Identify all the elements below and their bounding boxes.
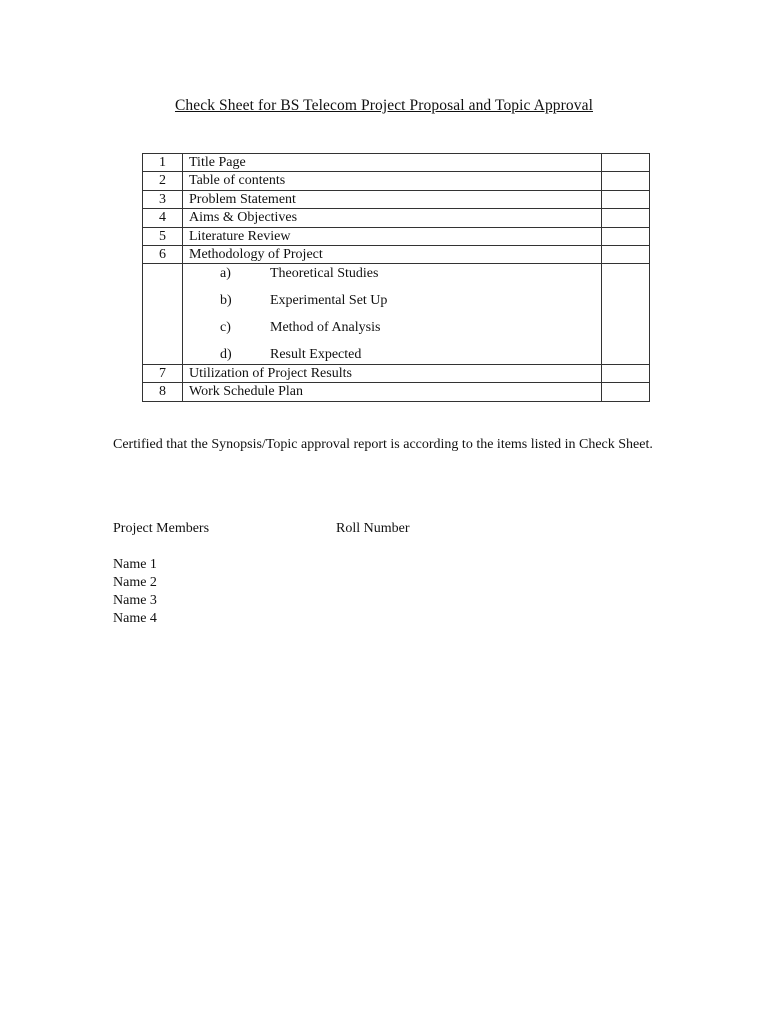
- list-item: Name 1: [113, 557, 157, 572]
- list-item: [189, 292, 601, 319]
- member-names-list: [113, 556, 157, 628]
- item-label: Utilization of Project Results: [183, 364, 602, 382]
- item-number: 3: [143, 190, 183, 208]
- item-number: 4: [143, 209, 183, 227]
- check-cell: [602, 209, 650, 227]
- item-label: Problem Statement: [183, 190, 602, 208]
- check-cell: [602, 154, 650, 172]
- table-row: [143, 154, 650, 172]
- roll-number-header: Roll Number: [336, 521, 410, 536]
- item-label: Literature Review: [183, 227, 602, 245]
- check-cell: [602, 364, 650, 382]
- check-cell: [602, 190, 650, 208]
- item-label: Table of contents: [183, 172, 602, 190]
- list-item: [189, 346, 601, 364]
- check-cell: [602, 227, 650, 245]
- item-label: Title Page: [183, 154, 602, 172]
- list-item: [189, 265, 601, 292]
- project-members-header: Project Members: [113, 521, 210, 536]
- subitem-letter: c): [220, 319, 231, 335]
- subitem-letter: b): [220, 293, 232, 309]
- item-label: Aims & Objectives: [183, 209, 602, 227]
- table-row: [143, 172, 650, 190]
- document-title: Check Sheet for BS Telecom Project Proposal and Topic Approval: [174, 97, 593, 114]
- item-number: 7: [143, 364, 183, 382]
- table-row: [143, 245, 650, 263]
- item-number: 1: [143, 154, 183, 172]
- item-number-empty: [143, 264, 183, 364]
- table-row: [143, 364, 650, 382]
- methodology-subitems-cell: [183, 264, 602, 364]
- certification-statement: Certified that the Synopsis/Topic approval report is according to the items listed in Check Sheet.: [113, 437, 653, 452]
- methodology-subitems-row: [143, 264, 650, 364]
- subitem-text: Method of Analysis: [270, 319, 381, 335]
- methodology-subitem-list: [189, 264, 601, 363]
- item-number: 8: [143, 383, 183, 401]
- table-row: [143, 190, 650, 208]
- check-sheet-table: [142, 153, 650, 402]
- subitem-letter: d): [220, 346, 232, 362]
- subitem-letter: a): [220, 266, 231, 282]
- check-cell: [602, 264, 650, 364]
- list-item: Name 4: [113, 611, 157, 626]
- table-row: [143, 227, 650, 245]
- item-label: Work Schedule Plan: [183, 383, 602, 401]
- subitem-text: Result Expected: [270, 346, 362, 362]
- check-cell: [602, 245, 650, 263]
- table-row: [143, 383, 650, 401]
- subitem-text: Theoretical Studies: [270, 266, 379, 282]
- check-cell: [602, 172, 650, 190]
- item-number: 5: [143, 227, 183, 245]
- table-row: [143, 209, 650, 227]
- item-label: Methodology of Project: [183, 245, 602, 263]
- item-number: 2: [143, 172, 183, 190]
- check-cell: [602, 383, 650, 401]
- list-item: [189, 319, 601, 346]
- list-item: Name 2: [113, 575, 157, 590]
- subitem-text: Experimental Set Up: [270, 293, 388, 309]
- item-number: 6: [143, 245, 183, 263]
- list-item: Name 3: [113, 593, 157, 608]
